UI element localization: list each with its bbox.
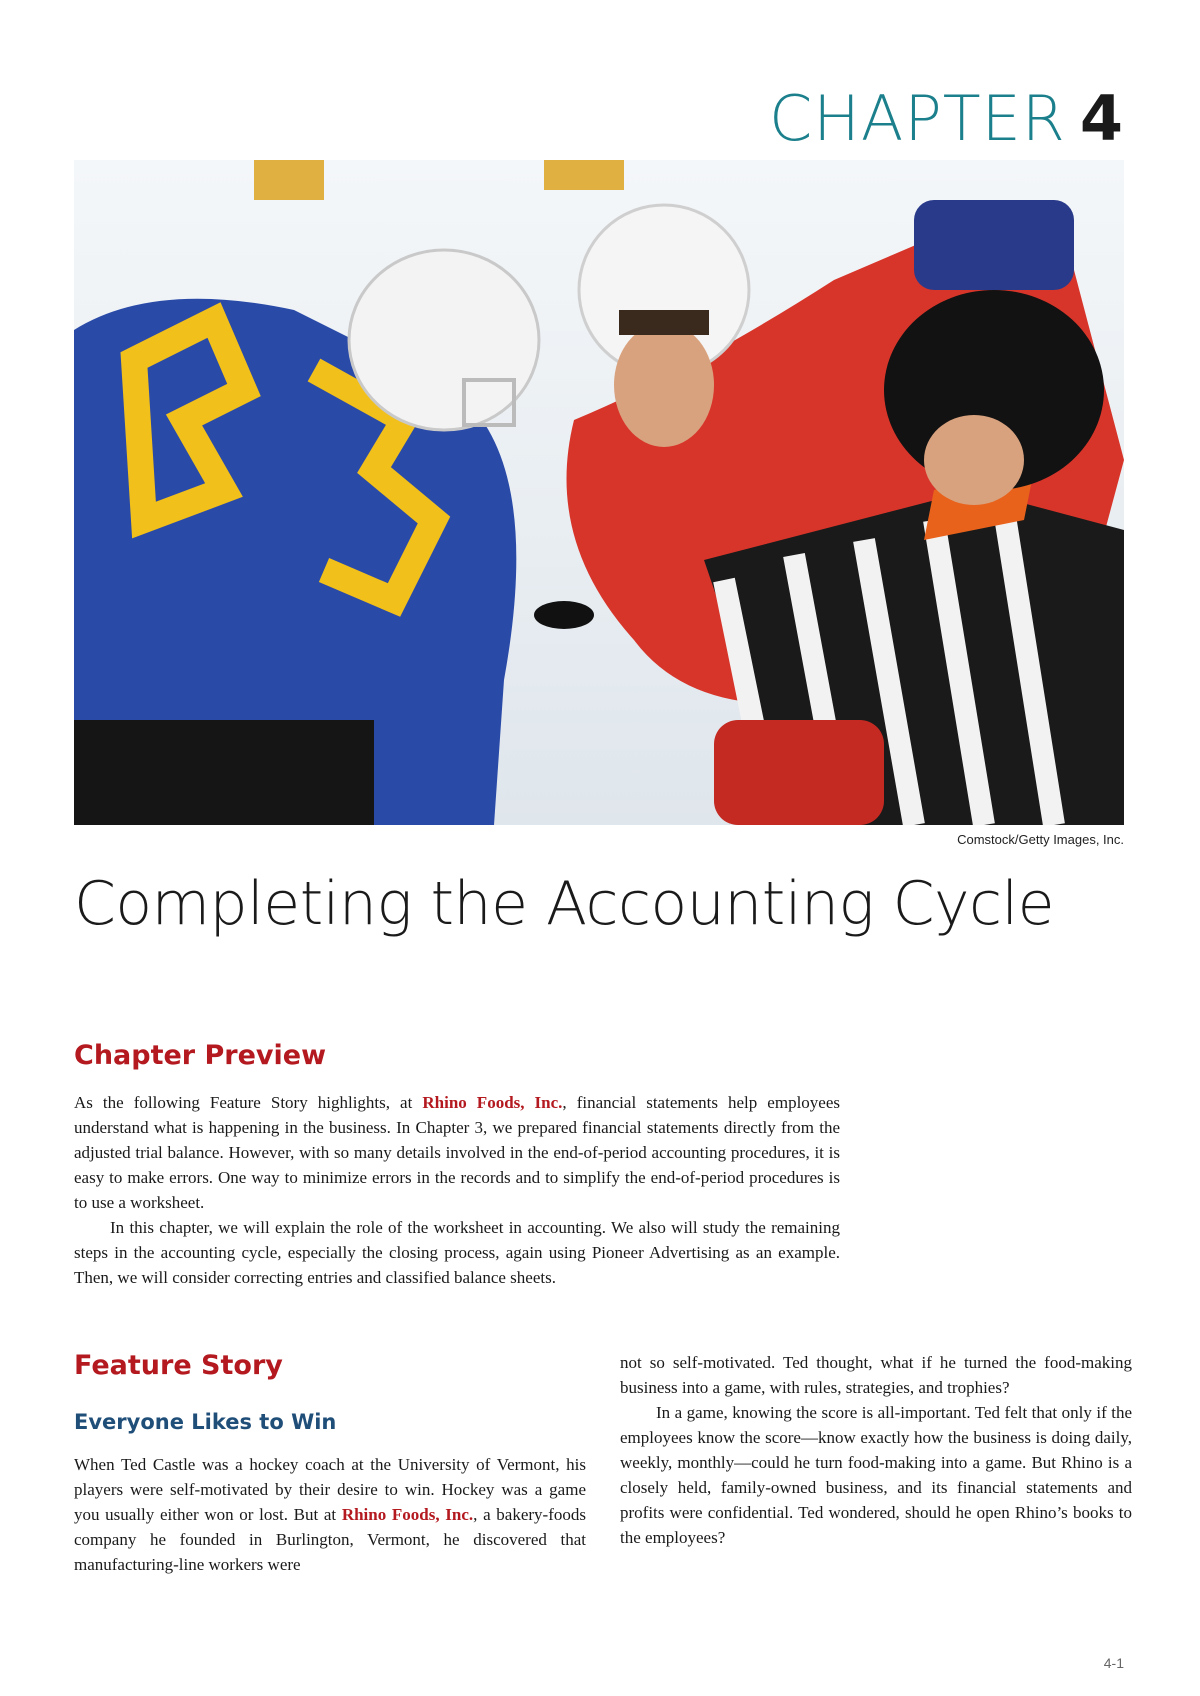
chapter-title: Completing the Accounting Cycle xyxy=(74,869,1055,939)
black-pants xyxy=(74,720,374,825)
chapter-word: CHAPTER xyxy=(769,82,1066,155)
photo-illustration xyxy=(74,160,1124,825)
photo-credit: Comstock/Getty Images, Inc. xyxy=(957,832,1124,847)
preview-p1-text-a: As the following Feature Story highlights, at xyxy=(74,1093,423,1112)
feature-right-paragraph-1: not so self-motivated. Ted thought, what if he turned the food-making business into a game, with rules, strategies, and trophies? xyxy=(620,1353,1132,1397)
feature-story-subheading: Everyone Likes to Win xyxy=(74,1410,337,1434)
chapter-preview-heading: Chapter Preview xyxy=(74,1040,327,1071)
feature-left-paragraph xyxy=(74,1452,586,1577)
feature-story-heading: Feature Story xyxy=(74,1350,283,1381)
preview-paragraph-1 xyxy=(74,1090,840,1215)
background-skate-left xyxy=(254,160,324,200)
feature-story-right-column xyxy=(620,1350,1132,1550)
feature-story-left-column xyxy=(74,1452,586,1577)
feature-right-paragraph-2: In a game, knowing the score is all-important. Ted felt that only if the employees know the score—know exactly how the business is doing daily, weekly, monthly—could he turn food-making into a game. But Rhino is a closely held, family-owned business, and its financial statements and profits were confidential. Ted wondered, should he open Rhino’s books to the employees? xyxy=(620,1403,1132,1547)
background-skate-right xyxy=(544,160,624,190)
puck xyxy=(534,601,594,629)
blue-glove xyxy=(914,200,1074,290)
referee-face xyxy=(924,415,1024,505)
hair xyxy=(619,310,709,335)
company-name-highlight-2: Rhino Foods, Inc. xyxy=(341,1505,474,1524)
white-helmet-left xyxy=(349,250,539,430)
feature-left-text-b: , a bakery-foods company he founded in Burlington, Vermont, he discovered that manufacturing-line workers were xyxy=(74,1505,586,1574)
hockey-faceoff-photo xyxy=(74,160,1124,825)
company-name-highlight: Rhino Foods, Inc. xyxy=(422,1093,563,1112)
chapter-label xyxy=(769,82,1124,155)
preview-paragraph-2: In this chapter, we will explain the role of the worksheet in accounting. We also will study the remaining steps in the accounting cycle, especially the closing process, again using Pioneer Advertising as an example. Then, we will consider correcting entries and classified balance sheets. xyxy=(74,1218,840,1287)
player-face xyxy=(614,323,714,447)
chapter-preview-body xyxy=(74,1090,840,1290)
feature-left-text-a: When Ted Castle was a hockey coach at the University of Vermont, his players were self-motivated by their desire to win. Hockey was a game you usually either won or lost. But at xyxy=(74,1455,586,1524)
red-glove xyxy=(714,720,884,825)
chapter-number: 4 xyxy=(1079,82,1124,155)
preview-p1-text-b: , financial statements help employees understand what is happening in the business. In Chapter 3, we prepared financial statements directly from the adjusted trial balance. However, with so many details involved in the end-of-period accounting procedures, it is easy to make errors. One way to minimize errors in the records and to simplify the end-of-period procedures is to use a worksheet. xyxy=(74,1093,841,1212)
page-number: 4-1 xyxy=(1103,1655,1124,1671)
